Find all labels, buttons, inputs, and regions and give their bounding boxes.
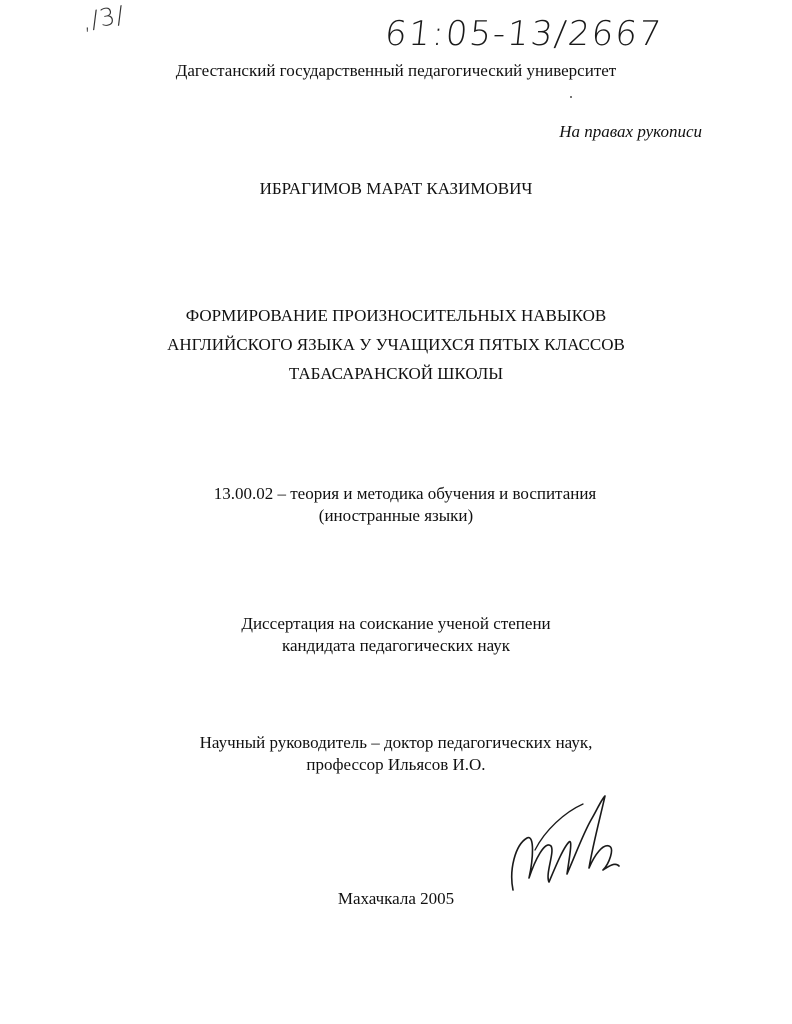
title-line-1: ФОРМИРОВАНИЕ ПРОИЗНОСИТЕЛЬНЫХ НАВЫКОВ — [185, 306, 607, 325]
degree-line-2: кандидата педагогических наук — [281, 636, 511, 655]
author-name: ИБРАГИМОВ МАРАТ КАЗИМОВИЧ — [259, 179, 533, 198]
handwritten-corner-mark: ,/3/ — [79, 0, 128, 36]
degree-block — [0, 613, 792, 657]
city-year: Махачкала 2005 — [337, 889, 455, 908]
speck — [570, 96, 572, 98]
archive-catalog-number: 61:05-13/2667 — [382, 14, 665, 54]
title-line-2: АНГЛИЙСКОГО ЯЗЫКА У УЧАЩИХСЯ ПЯТЫХ КЛАССОВ — [167, 335, 625, 354]
advisor-line-2: профессор Ильясов И.О. — [306, 755, 486, 774]
manuscript-rights-note: На правах рукописи — [559, 122, 702, 141]
advisor-line-1: Научный руководитель – доктор педагогических наук, — [199, 733, 593, 752]
title-line-3: ТАБАСАРАНСКОЙ ШКОЛЫ — [288, 364, 504, 383]
advisor-signature — [505, 790, 625, 900]
university-name: Дагестанский государственный педагогический университет — [175, 61, 617, 80]
degree-line-1: Диссертация на соискание ученой степени — [241, 614, 551, 633]
specialty-line-2: (иностранные языки) — [318, 506, 474, 525]
dissertation-title — [0, 301, 792, 388]
advisor-block — [0, 732, 792, 776]
specialty-line-1: 13.00.02 – теория и методика обучения и воспитания — [213, 484, 597, 503]
specialty-block — [0, 483, 792, 527]
